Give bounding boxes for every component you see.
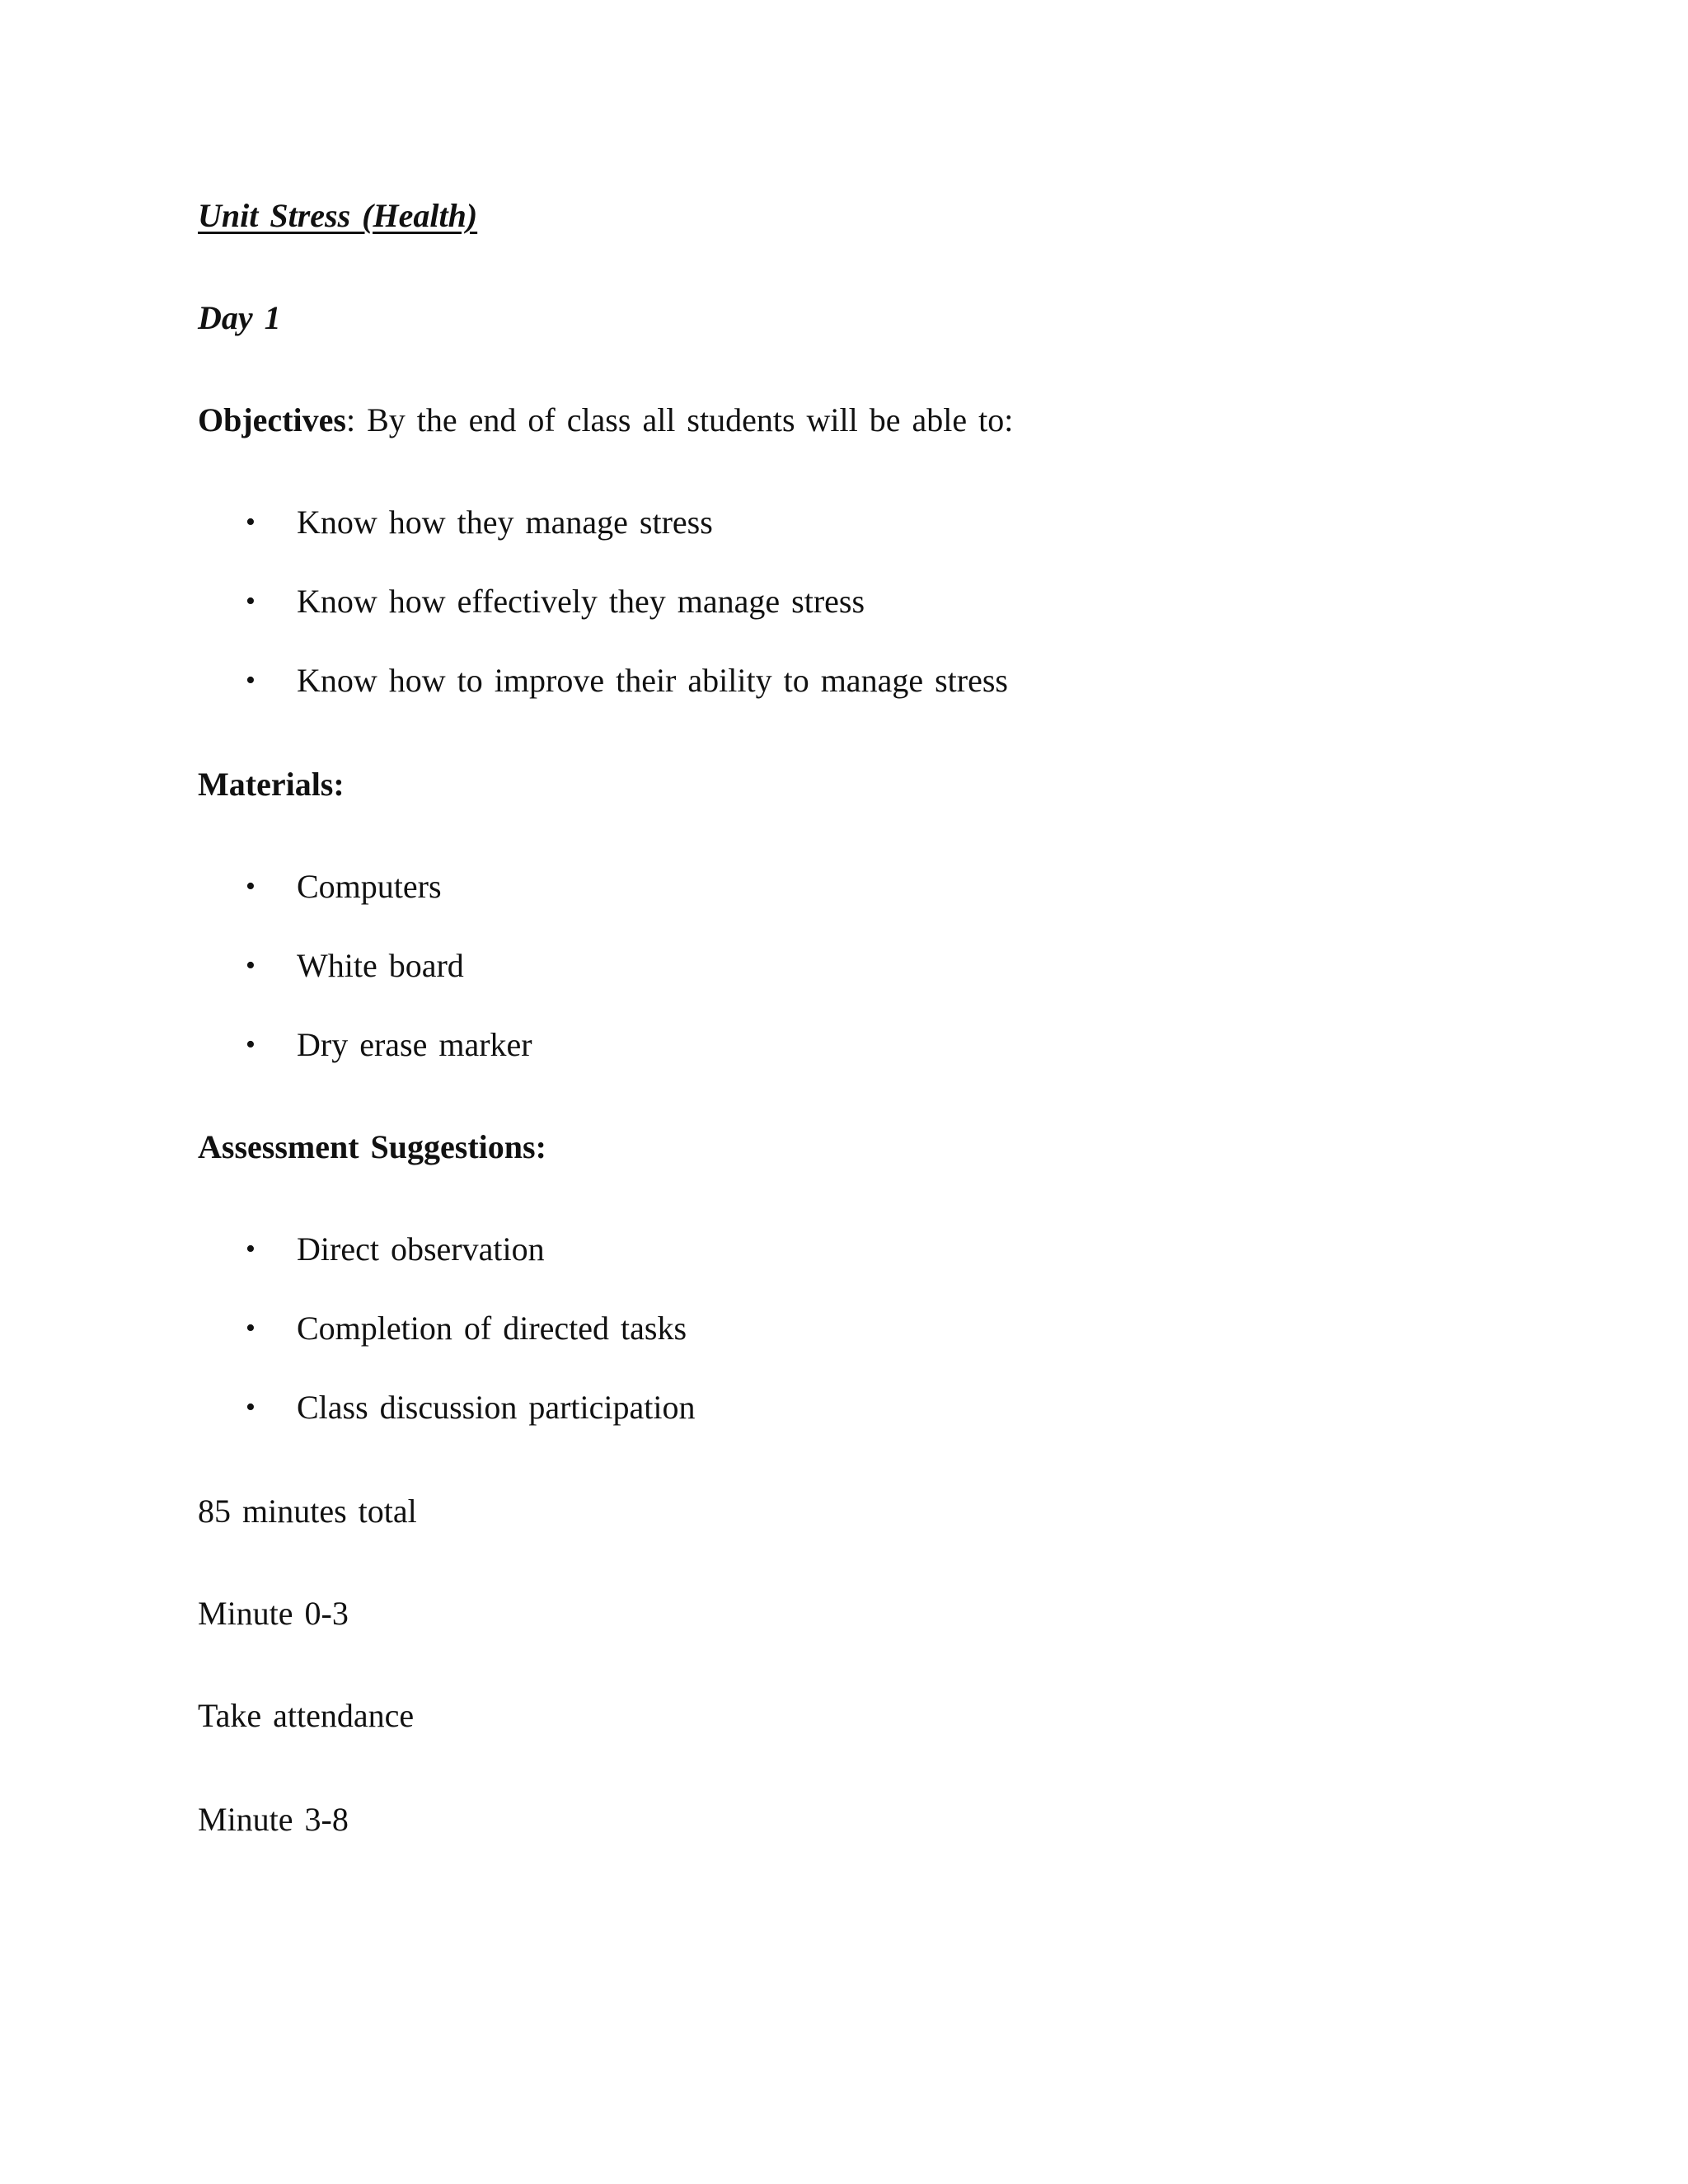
material-item-3	[246, 1025, 532, 1065]
day-heading: Day 1	[198, 299, 281, 336]
assessment-text: Class discussion participation	[297, 1389, 696, 1426]
schedule-block-2-time: Minute 3-8	[198, 1801, 349, 1838]
bullet-icon: •	[246, 507, 256, 537]
objective-item-3	[246, 661, 1008, 701]
objective-text: Know how to improve their ability to manage stress	[297, 662, 1008, 699]
assessment-item-1	[246, 1230, 545, 1269]
material-text: White board	[297, 947, 464, 984]
bullet-icon: •	[246, 871, 256, 902]
schedule-block-1-task: Take attendance	[198, 1697, 415, 1734]
assessment-text: Direct observation	[297, 1230, 545, 1268]
material-item-2	[246, 946, 464, 986]
objectives-line	[198, 401, 1013, 440]
assessment-item-3	[246, 1388, 696, 1427]
material-text: Computers	[297, 868, 442, 905]
bullet-icon: •	[246, 586, 256, 616]
objective-text: Know how effectively they manage stress	[297, 583, 865, 620]
objective-text: Know how they manage stress	[297, 504, 713, 541]
bullet-icon: •	[246, 1029, 256, 1060]
objective-item-1	[246, 503, 713, 542]
bullet-icon: •	[246, 665, 256, 696]
bullet-icon: •	[246, 1392, 256, 1422]
bullet-icon: •	[246, 1234, 256, 1264]
objective-item-2	[246, 582, 865, 621]
objectives-intro: : By the end of class all students will be able to:	[345, 401, 1014, 438]
assessment-item-2	[246, 1309, 687, 1348]
assessment-text: Completion of directed tasks	[297, 1310, 687, 1347]
total-duration: 85 minutes total	[198, 1493, 417, 1530]
material-item-1	[246, 867, 442, 907]
bullet-icon: •	[246, 1313, 256, 1343]
unit-title: Unit Stress (Health)	[198, 197, 478, 234]
schedule-block-1-time: Minute 0-3	[198, 1595, 349, 1632]
materials-heading: Materials:	[198, 766, 345, 803]
objectives-label: Objectives	[198, 401, 346, 438]
material-text: Dry erase marker	[297, 1026, 532, 1063]
bullet-icon: •	[246, 950, 256, 981]
assessment-heading: Assessment Suggestions:	[198, 1128, 546, 1165]
